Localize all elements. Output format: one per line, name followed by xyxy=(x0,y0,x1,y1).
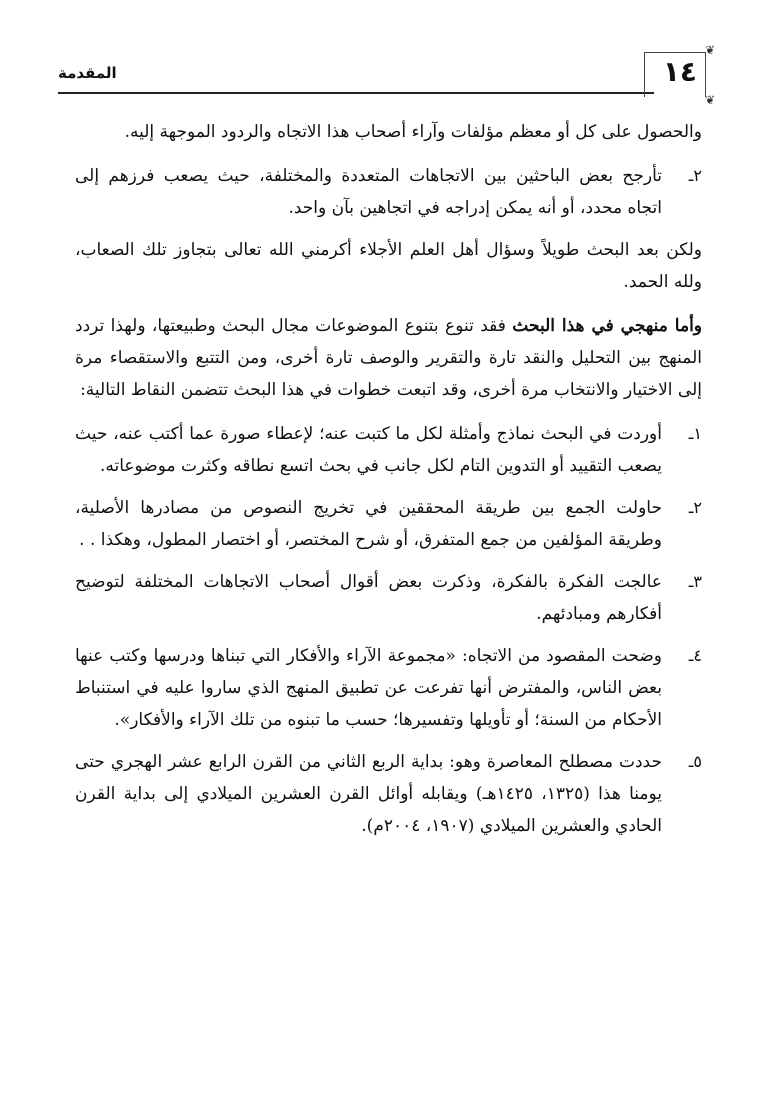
list-item-number: ٥ـ xyxy=(688,752,702,771)
method-text: فقد تنوع بتنوع الموضوعات مجال البحث وطبيعتها، ولهذا تردد المنهج بين التحليل والنقد تارة والتقرير والوصف تارة أخرى، ومن التتبع والاستقصاء مرة إلى الاختيار والانتخاب مرة أخرى، وقد اتبعت خطوات في هذا البحث تتضمن النقاط التالية: xyxy=(75,316,702,400)
intro-continuation: والحصول على كل أو معظم مؤلفات وآراء أصحاب هذا الاتجاه والردود الموجهة إليه. xyxy=(124,122,702,142)
ornament-icon: ❦ xyxy=(704,93,715,107)
running-title: المقدمة xyxy=(58,64,117,82)
list-item-text: عالجت الفكرة بالفكرة، وذكرت بعض أقوال أصحاب الاتجاهات المختلفة لتوضيح أفكارهم ومبادئهم. xyxy=(75,572,662,624)
list-item-text: تأرجح بعض الباحثين بين الاتجاهات المتعددة والمختلفة، حيث يصعب فرزهم إلى اتجاه محدد، أو أنه يمكن إدراجه في اتجاهين بآن واحد. xyxy=(75,166,662,218)
list-item xyxy=(75,492,702,556)
method-paragraph xyxy=(75,310,702,406)
list-item xyxy=(75,746,702,842)
list-item-text: وضحت المقصود من الاتجاه: «مجموعة الآراء والأفكار التي تبناها ودرسها وكتب عنها بعض الناس، والمفترض أنها تفرعت عن تطبيق المنهج الذي ساروا عليه في استنباط الأحكام من السنة؛ أو تأويلها وتفسيرها؛ حسب ما تبنوه من تلك الآراء والأفكار». xyxy=(75,646,662,730)
page-number: ١٤ xyxy=(662,55,697,88)
list-item-text: أوردت في البحث نماذج وأمثلة لكل ما كتبت عنه؛ لإعطاء صورة عما أكتب عنه، حيث يصعب التقييد أو التدوين التام لكل جانب في بحث اتسع نطاقه وكثرت موضوعاته. xyxy=(75,424,662,476)
page-number-frame xyxy=(644,43,715,107)
list-item xyxy=(75,566,702,630)
list-item-number: ٣ـ xyxy=(688,572,702,591)
method-lead: وأما منهجي في هذا البحث xyxy=(512,316,703,336)
list-item-number: ٤ـ xyxy=(688,646,702,665)
list-item-text: حاولت الجمع بين طريقة المحققين في تخريج النصوص من مصادرها الأصلية، وطريقة المؤلفين من جمع المتفرق، أو شرح المختصر، أو اختصار المطول، وهكذا . . xyxy=(75,498,662,550)
list-item xyxy=(75,640,702,736)
page-header xyxy=(58,43,715,107)
list-item xyxy=(75,160,702,224)
list-item-text: حددت مصطلح المعاصرة وهو: بداية الربع الثاني من القرن الرابع عشر الهجري حتى يومنا هذا (١٣٢٥، ١٤٢٥هـ) ويقابله أوائل القرن العشرين الميلادي إلى بداية القرن الحادي والعشرين الميلادي (١٩٠٧، ٢٠٠٤م). xyxy=(75,752,663,836)
list-item-number: ٢ـ xyxy=(688,498,702,517)
page-body xyxy=(75,116,702,852)
header-rule xyxy=(58,92,654,94)
ornament-icon: ❦ xyxy=(704,43,715,57)
list-item xyxy=(75,418,702,482)
closing-paragraph: ولكن بعد البحث طويلاً وسؤال أهل العلم الأجلاء أكرمني الله تعالى بتجاوز تلك الصعاب، ولله الحمد. xyxy=(75,240,702,292)
list-item-number: ١ـ xyxy=(688,424,702,443)
list-item-number: ٢ـ xyxy=(688,166,702,185)
